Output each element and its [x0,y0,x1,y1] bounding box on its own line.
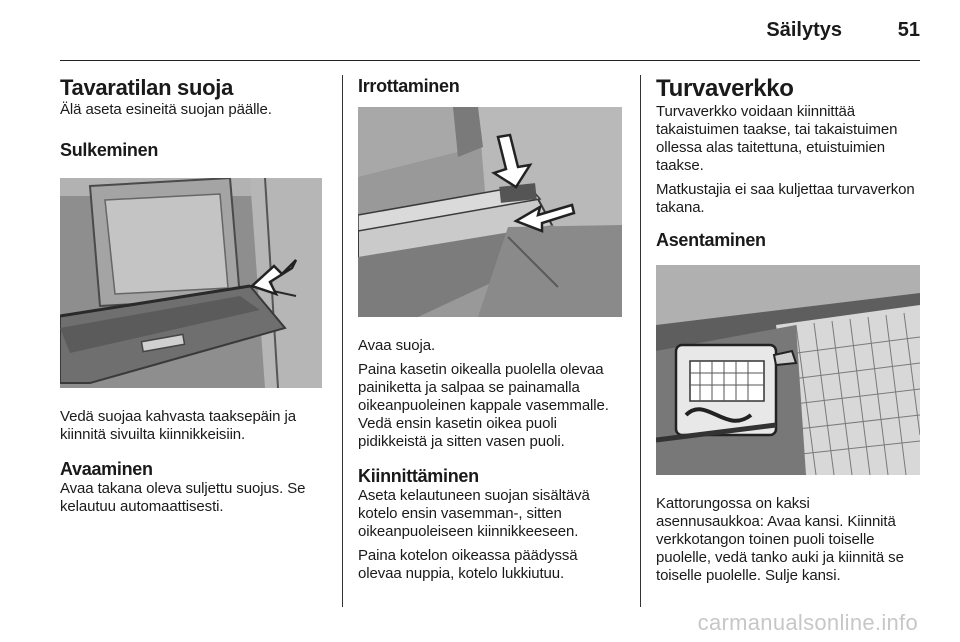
install-heading: Asentaminen [656,230,766,250]
fitting-step-insert: Aseta kelautuneen suojan sisältävä kotelo ensin vasemman-, sitten oikeanpuoleiseen kiinnikkeeseen. [358,487,590,540]
closing-heading: Sulkeminen [60,140,159,160]
closing-text: Vedä suojaa kahvasta taaksepäin ja kiinnitä sivuilta kiinnikkeisiin. [60,408,296,443]
removal-illustration [358,107,622,317]
watermark: carmanualsonline.info [697,610,918,635]
column-divider [342,75,343,607]
removal-step-open: Avaa suoja. [358,337,436,354]
cargo-cover-title: Tavaratilan suoja [60,75,234,100]
fitting-heading: Kiinnittäminen [358,466,479,486]
removal-heading: Irrottaminen [358,76,460,96]
column-removal [358,75,624,583]
safety-net-warning: Matkustajia ei saa kuljettaa turvaverkon takana. [656,181,915,216]
cargo-cover-intro: Älä aseta esineitä suojan päälle. [60,101,272,118]
safety-net-title: Turvaverkko [656,75,794,102]
section-title: Säilytys [766,19,842,41]
closing-illustration [60,178,322,388]
opening-text: Avaa takana oleva suljettu suojus. Se kelautuu automaattisesti. [60,480,306,515]
opening-heading: Avaaminen [60,459,153,479]
column-safety-net [656,75,920,585]
page-header [60,0,920,61]
install-illustration [656,265,920,475]
column-cargo-cover [60,75,326,516]
fitting-step-lock: Paina kotelon oikeassa päädyssä olevaa nuppia, kotelo lukkiutuu. [358,547,578,582]
install-text: Kattorungossa on kaksi asennusaukkoa: Avaa kansi. Kiinnitä verkkotangon toinen puoli toiselle puolelle, vedä tanko auki ja kiinnitä se toiselle puolelle. Sulje kansi. [656,495,904,584]
removal-step-release: Paina kasetin oikealla puolella olevaa painiketta ja salpaa se painamalla oikeanpuoleinen kappale vasemmalle. Vedä ensin kasetin oikea puoli pidikkeistä ja sitten vasen puoli. [358,361,609,450]
column-divider [640,75,641,607]
page-number: 51 [897,19,920,41]
safety-net-intro: Turvaverkko voidaan kiinnittää takaistuimen taakse, tai takaistuimen ollessa alas taitettuna, etuistuimien taakse. [656,103,898,174]
